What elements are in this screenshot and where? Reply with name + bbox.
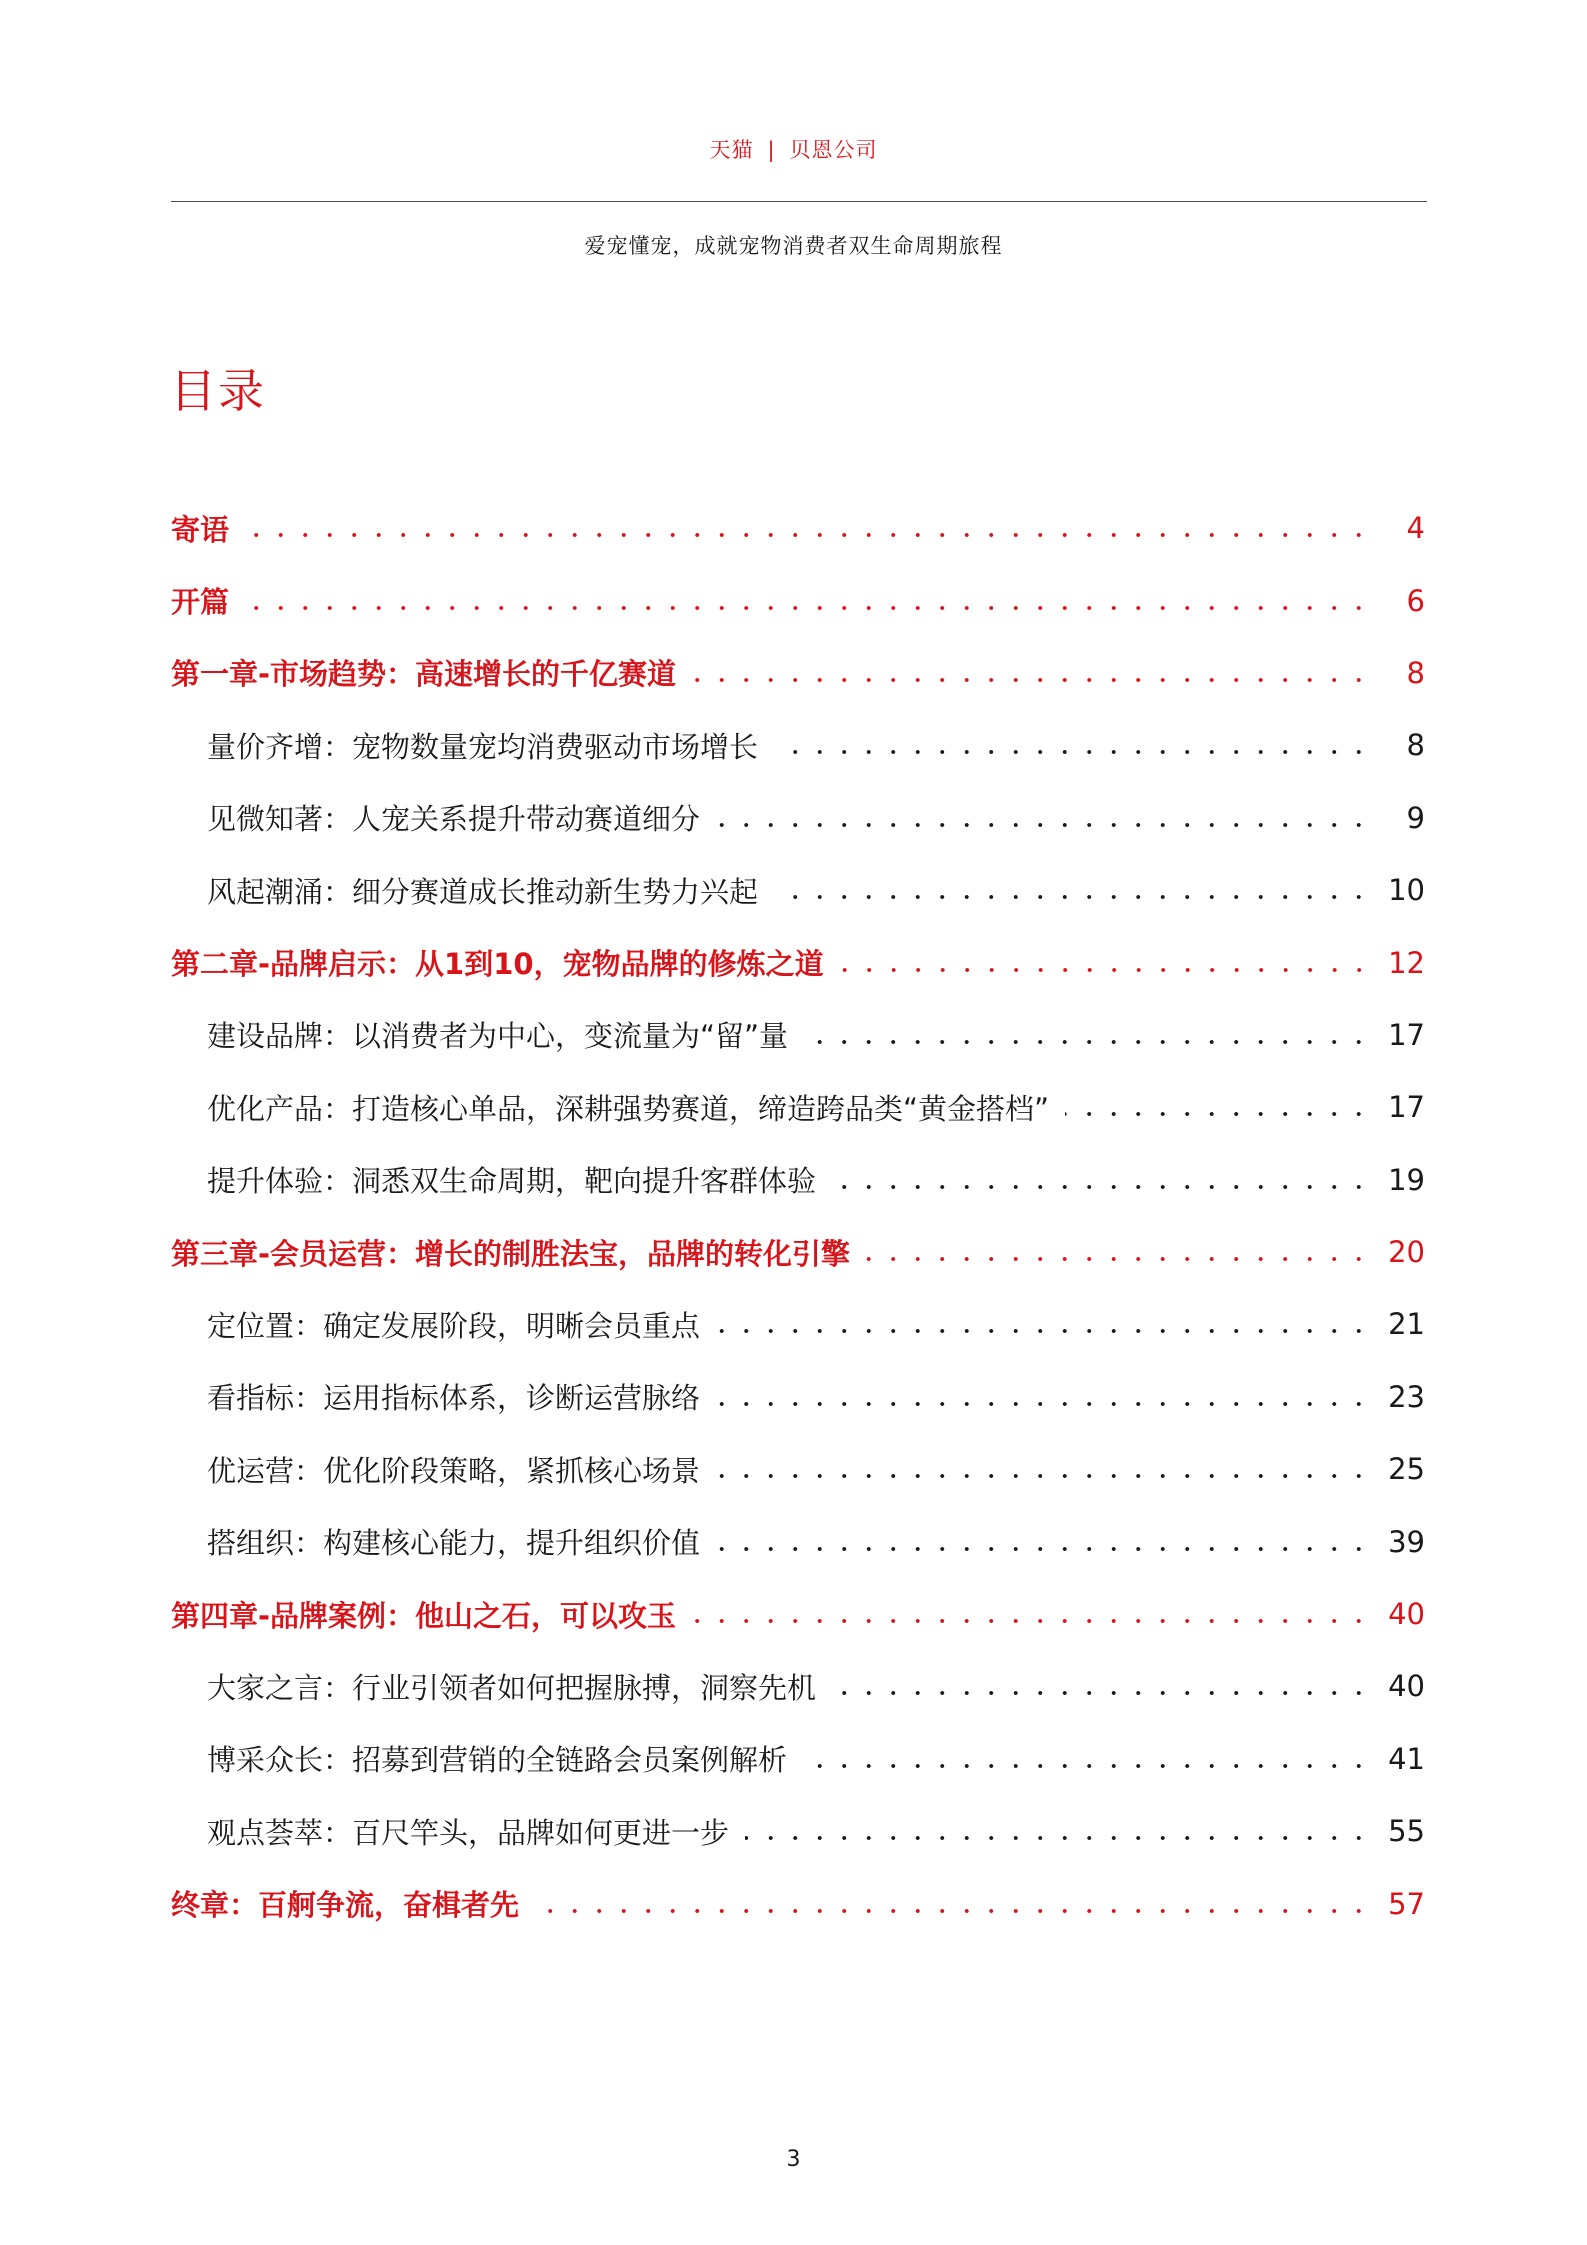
toc-entry-page: 19 <box>1388 1162 1425 1197</box>
toc-section-entry[interactable] <box>171 1433 1425 1505</box>
toc-leader-dots <box>804 1040 1371 1044</box>
toc-entry-page: 41 <box>1388 1741 1425 1776</box>
toc-entry-label: 第四章-品牌案例：他山之石，可以攻玉 <box>171 1598 677 1633</box>
toc-entry-label: 提升体验：洞悉双生命周期，靶向提升客群体验 <box>207 1164 817 1199</box>
toc-entry-label: 开篇 <box>171 585 230 620</box>
toc-entry-page: 57 <box>1388 1886 1425 1921</box>
toc-leader-dots <box>866 1257 1371 1261</box>
toc-entry-page: 8 <box>1406 728 1425 763</box>
toc-entry-label: 博采众长：招募到营销的全链路会员案例解析 <box>207 1743 788 1778</box>
header-rule <box>171 201 1427 202</box>
toc-entry-label: 寄语 <box>171 512 230 547</box>
toc-entry-page: 55 <box>1388 1814 1425 1849</box>
brand-tmall: 天猫 <box>709 138 754 162</box>
toc-entry-page: 17 <box>1388 1090 1425 1125</box>
toc-chapter-entry[interactable] <box>171 637 1425 709</box>
table-of-contents <box>171 492 1425 1940</box>
toc-leader-dots <box>245 533 1371 537</box>
toc-section-entry[interactable] <box>171 1650 1425 1722</box>
toc-entry-label: 量价齐增：宠物数量宠均消费驱动市场增长 <box>207 729 759 764</box>
toc-section-entry[interactable] <box>171 1505 1425 1577</box>
toc-chapter-entry[interactable] <box>171 926 1425 998</box>
toc-section-entry[interactable] <box>171 709 1425 781</box>
toc-leader-dots <box>803 1764 1371 1768</box>
page-number: 3 <box>786 2147 801 2172</box>
toc-leader-dots <box>832 1185 1371 1189</box>
toc-entry-label: 终章：百舸争流，奋楫者先 <box>171 1888 520 1923</box>
toc-entry-label: 第一章-市场趋势：高速增长的千亿赛道 <box>171 657 677 692</box>
toc-entry-label: 第三章-会员运营：增长的制胜法宝，品牌的转化引擎 <box>171 1236 851 1271</box>
toc-entry-label: 风起潮涌：细分赛道成长推动新生势力兴起 <box>207 874 759 909</box>
toc-chapter-entry[interactable] <box>171 564 1425 636</box>
toc-section-entry[interactable] <box>171 1723 1425 1795</box>
toc-entry-page: 39 <box>1388 1524 1425 1559</box>
toc-leader-dots <box>692 1619 1371 1623</box>
running-header <box>0 134 1587 164</box>
toc-entry-page: 25 <box>1388 1452 1425 1487</box>
toc-chapter-entry[interactable] <box>171 492 1425 564</box>
toc-entry-label: 优化产品：打造核心单品，深耕强势赛道，缔造跨品类“黄金搭档” <box>207 1091 1050 1126</box>
toc-entry-page: 21 <box>1388 1307 1425 1342</box>
toc-section-entry[interactable] <box>171 1144 1425 1216</box>
toc-entry-page: 8 <box>1406 655 1425 690</box>
toc-entry-label: 大家之言：行业引领者如何把握脉搏，洞察先机 <box>207 1670 817 1705</box>
brand-bain: 贝恩公司 <box>789 138 878 162</box>
toc-leader-dots <box>716 1474 1371 1478</box>
toc-leader-dots <box>774 750 1371 754</box>
toc-chapter-entry[interactable] <box>171 1867 1425 1939</box>
toc-leader-dots <box>745 1836 1371 1840</box>
toc-entry-page: 40 <box>1388 1669 1425 1704</box>
toc-entry-label: 第二章-品牌启示：从1到10，宠物品牌的修炼之道 <box>171 947 824 982</box>
toc-entry-label: 看指标：运用指标体系，诊断运营脉络 <box>207 1381 701 1416</box>
toc-leader-dots <box>716 1547 1371 1551</box>
toc-section-entry[interactable] <box>171 854 1425 926</box>
toc-entry-page: 6 <box>1406 583 1425 618</box>
toc-entry-label: 定位置：确定发展阶段，明晰会员重点 <box>207 1308 701 1343</box>
toc-chapter-entry[interactable] <box>171 1578 1425 1650</box>
toc-entry-page: 17 <box>1388 1017 1425 1052</box>
report-subtitle: 爱宠懂宠，成就宠物消费者双生命周期旅程 <box>584 234 1003 258</box>
toc-section-entry[interactable] <box>171 999 1425 1071</box>
toc-entry-label: 观点荟萃：百尺竿头，品牌如何更进一步 <box>207 1815 730 1850</box>
toc-leader-dots <box>716 1329 1371 1333</box>
header-separator: | <box>767 138 776 162</box>
toc-section-entry[interactable] <box>171 1795 1425 1867</box>
toc-title: 目录 <box>170 364 266 418</box>
toc-leader-dots <box>840 968 1371 972</box>
toc-leader-dots <box>774 895 1371 899</box>
toc-entry-page: 9 <box>1406 800 1425 835</box>
toc-section-entry[interactable] <box>171 1288 1425 1360</box>
toc-entry-label: 见微知著：人宠关系提升带动赛道细分 <box>207 802 701 837</box>
toc-entry-page: 12 <box>1388 945 1425 980</box>
toc-chapter-entry[interactable] <box>171 1216 1425 1288</box>
toc-entry-label: 优运营：优化阶段策略，紧抓核心场景 <box>207 1453 701 1488</box>
toc-leader-dots <box>716 823 1371 827</box>
toc-section-entry[interactable] <box>171 1071 1425 1143</box>
toc-leader-dots <box>832 1691 1371 1695</box>
toc-leader-dots <box>245 606 1371 610</box>
toc-leader-dots <box>1065 1112 1371 1116</box>
toc-leader-dots <box>716 1402 1371 1406</box>
toc-entry-page: 10 <box>1388 873 1425 908</box>
toc-entry-page: 40 <box>1388 1597 1425 1632</box>
toc-leader-dots <box>692 678 1371 682</box>
toc-entry-page: 4 <box>1406 511 1425 546</box>
toc-section-entry[interactable] <box>171 782 1425 854</box>
toc-section-entry[interactable] <box>171 1361 1425 1433</box>
toc-entry-page: 23 <box>1388 1379 1425 1414</box>
toc-entry-page: 20 <box>1388 1235 1425 1270</box>
toc-entry-label: 搭组织：构建核心能力，提升组织价值 <box>207 1526 701 1561</box>
toc-leader-dots <box>535 1909 1371 1913</box>
toc-entry-label: 建设品牌：以消费者为中心，变流量为“留”量 <box>207 1019 789 1054</box>
